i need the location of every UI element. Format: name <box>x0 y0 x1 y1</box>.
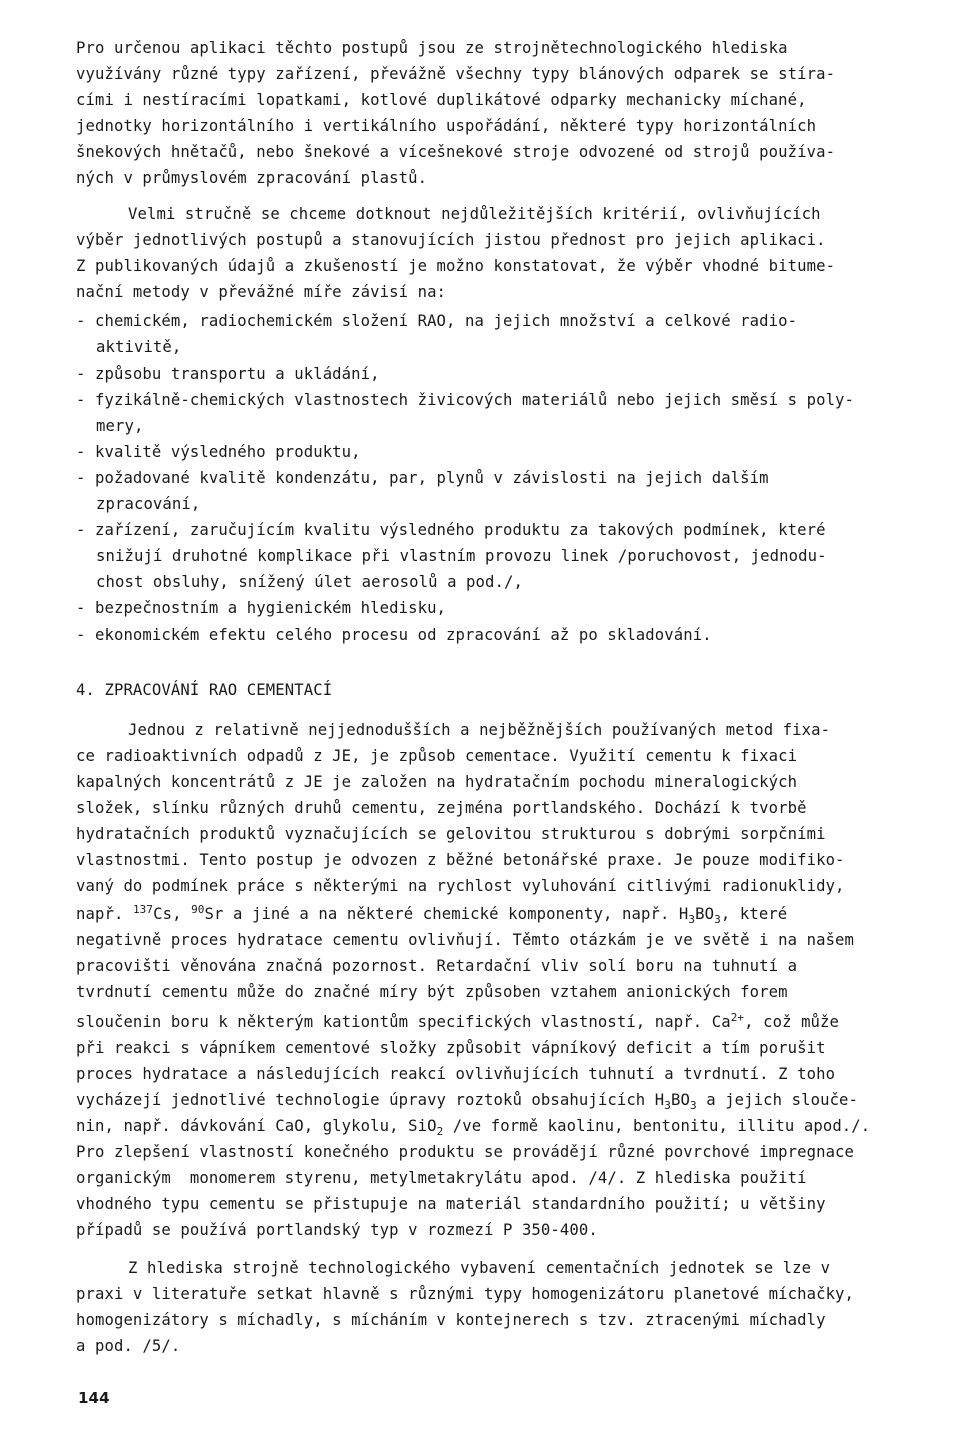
list-item: - chemickém, radiochemickém složení RAO, na jejich množství a celkové radio- <box>76 312 798 330</box>
sio-prefix: nin, např. dávkování CaO, glykolu, SiO <box>76 1117 437 1135</box>
intro-line: cími i nestíracími lopatkami, kotlové duplikátové odparky mechanicky míchané, <box>76 91 807 109</box>
line-suffix: /ve formě kaolinu, bentonitu, illitu apod./. <box>443 1117 871 1135</box>
list-item-continuation: chost obsluhy, snížený úlet aerosolů a pod./, <box>96 573 523 591</box>
equipment-line: Z hlediska strojně technologického vybavení cementačních jednotek se lze v <box>128 1259 831 1277</box>
subscript: 3 <box>688 913 696 927</box>
intro-line: šnekových hnětačů, nebo šnekové a vícešnekové stroje odvozené od strojů používa- <box>76 143 836 161</box>
list-item: - bezpečnostním a hygienickém hledisku, <box>76 599 447 617</box>
cs-mass-number: 137 <box>132 902 154 916</box>
list-item: - kvalitě výsledného produktu, <box>76 443 361 461</box>
equipment-line: homogenizátory s míchadly, s mícháním v kontejnerech s tzv. ztracenými míchadly <box>76 1311 826 1329</box>
hbo-line <box>76 1090 859 1113</box>
formula-part: BO <box>695 905 715 923</box>
body-line: vaný do podmínek práce s některými na rychlost vyluhování citlivými radionuklidy, <box>76 877 845 895</box>
criteria-line: Velmi stručně se chceme dotknout nejdůležitějších kritérií, ovlivňujících <box>128 205 821 223</box>
sr-text: Sr a jiné a na některé chemické komponenty, např. H <box>204 905 689 923</box>
body-line: negativně proces hydratace cementu ovlivňují. Těmto otázkám je ve světě i na našem <box>76 931 855 949</box>
list-item: - způsobu transportu a ukládání, <box>76 365 380 383</box>
formula-part: BO <box>671 1091 690 1109</box>
criteria-line: nační metody v převážné míře závisí na: <box>76 283 447 301</box>
list-item: - zařízení, zaručujícím kvalitu výsledného produktu za takových podmínek, které <box>76 521 826 539</box>
list-item-continuation: zpracování, <box>96 495 201 513</box>
isotope-prefix: např. <box>76 905 133 923</box>
intro-line: využívány různé typy zařízení, převážně všechny typy blánových odparek se stíra- <box>76 65 836 83</box>
body-line: složek, slínku různých druhů cementu, zejména portlandského. Dochází k tvorbě <box>76 799 807 817</box>
line-suffix: , což může <box>744 1013 840 1031</box>
line-suffix: , které <box>720 905 788 923</box>
criteria-line: Z publikovaných údajů a zkušeností je možno konstatovat, že výběr vhodné bitume- <box>76 257 836 275</box>
subscript: 3 <box>664 1099 672 1113</box>
list-item: - požadované kvalitě kondenzátu, par, plynů v závislosti na jejich dalším <box>76 469 769 487</box>
hbo-prefix: vycházejí jednotlivé technologie úpravy roztoků obsahujících H <box>76 1091 665 1109</box>
intro-line: ných v průmyslovém zpracování plastů. <box>76 169 428 187</box>
page-number: 144 <box>78 1389 110 1407</box>
body-line: ce radioaktivních odpadů z JE, je způsob cementace. Využití cementu k fixaci <box>76 747 798 765</box>
body-line: vhodného typu cementu se přistupuje na materiál standardního použití; u většiny <box>76 1195 826 1213</box>
body-line: Jednou z relativně nejjednodušších a nejběžnějších používaných metod fixa- <box>128 721 831 739</box>
line-suffix: a jejich slouče- <box>696 1091 859 1109</box>
list-item-continuation: snižují druhotné komplikace při vlastním provozu linek /poruchovost, jednodu- <box>96 547 827 565</box>
equipment-line: a pod. /5/. <box>76 1337 181 1355</box>
body-line: při reakci s vápníkem cementové složky způsobit vápníkový deficit a tím porušit <box>76 1039 826 1057</box>
sio-line <box>76 1116 871 1139</box>
cs-symbol: Cs, <box>153 905 192 923</box>
sr-mass-number: 90 <box>191 902 205 916</box>
body-line: pracovišti věnována značná pozornost. Retardační vliv solí boru na tuhnutí a <box>76 957 798 975</box>
ca-prefix: sloučenin boru k některým kationtům specifických vlastností, např. Ca <box>76 1013 731 1031</box>
list-item-continuation: mery, <box>96 417 144 435</box>
intro-line: jednotky horizontálního i vertikálního uspořádání, některé typy horizontálních <box>76 117 817 135</box>
list-item: - ekonomickém efektu celého procesu od zpracování až po skladování. <box>76 626 712 644</box>
body-line: případů se používá portlandský typ v rozmezí P 350-400. <box>76 1221 598 1239</box>
section-heading: 4. ZPRACOVÁNÍ RAO CEMENTACÍ <box>76 681 333 699</box>
list-item-continuation: aktivitě, <box>96 338 182 356</box>
body-line: hydratačních produktů vyznačujících se gelovitou strukturou s dobrými sorpčními <box>76 825 826 843</box>
equipment-line: praxi v literatuře setkat hlavně s různými typy homogenizátoru planetové míchačky, <box>76 1285 855 1303</box>
body-line: organickým monomerem styrenu, metylmetakrylátu apod. /4/. Z hlediska použití <box>76 1169 807 1187</box>
body-line: proces hydratace a následujících reakcí ovlivňujících tuhnutí a tvrdnutí. Z toho <box>76 1065 836 1083</box>
charge-superscript: 2+ <box>730 1010 745 1024</box>
list-item: - fyzikálně-chemických vlastnostech živicových materiálů nebo jejich směsí s poly- <box>76 391 855 409</box>
body-line: kapalných koncentrátů z JE je založen na hydratačním pochodu mineralogických <box>76 773 798 791</box>
body-line: vlastnostmi. Tento postup je odvozen z běžné betonářské praxe. Je pouze modifiko- <box>76 851 845 869</box>
body-line: Pro zlepšení vlastností konečného produktu se provádějí různé povrchové impregnace <box>76 1143 855 1161</box>
subscript: 3 <box>690 1099 697 1113</box>
ca-line <box>76 1012 839 1032</box>
criteria-line: výběr jednotlivých postupů a stanovujících jistou přednost pro jejich aplikaci. <box>76 231 826 249</box>
intro-line: Pro určenou aplikaci těchto postupů jsou ze strojnětechnologického hlediska <box>76 39 788 57</box>
isotope-line <box>76 902 788 927</box>
subscript: 2 <box>436 1125 444 1139</box>
body-line: tvrdnutí cementu může do značné míry být způsoben vztahem anionických forem <box>76 983 788 1001</box>
subscript: 3 <box>714 913 721 927</box>
